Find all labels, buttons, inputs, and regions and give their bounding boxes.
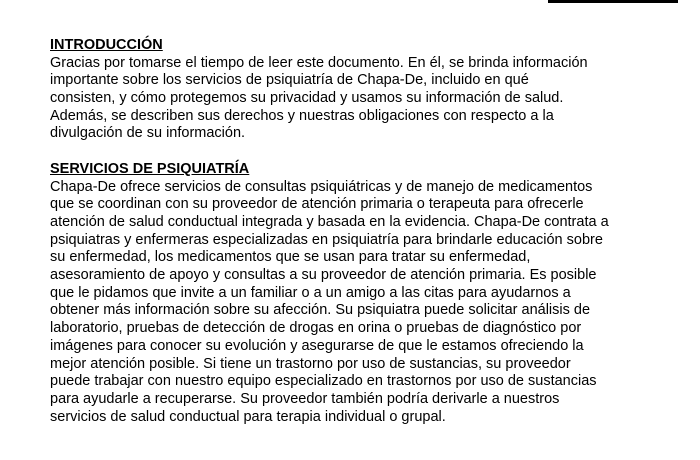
paragraph-line: mejor atención posible. Si tiene un trastorno por uso de sustancias, su proveedor bbox=[50, 355, 571, 372]
section-heading: INTRODUCCIÓN bbox=[50, 37, 163, 53]
paragraph-line: consisten, y cómo protegemos su privacidad y usamos su información de salud. bbox=[50, 89, 564, 106]
paragraph-line: que se coordinan con su proveedor de atención primaria o terapeuta para ofrecerle bbox=[50, 196, 584, 213]
section-servicios-de-psiquiatria bbox=[50, 161, 690, 426]
paragraph-line: servicios de salud conductual para terapia individual o grupal. bbox=[50, 408, 446, 425]
paragraph-line: psiquiatras y enfermeras especializadas en psiquiatría para brindarle educación sobre bbox=[50, 231, 603, 248]
paragraph-line: que le pidamos que invite a un familiar o a un amigo a las citas para ayudarnos a bbox=[50, 284, 571, 301]
section-heading: SERVICIOS DE PSIQUIATRÍA bbox=[50, 161, 250, 178]
paragraph-line: laboratorio, pruebas de detección de drogas en orina o pruebas de diagnóstico por bbox=[50, 320, 582, 337]
section-paragraph bbox=[50, 179, 690, 427]
section-paragraph bbox=[50, 55, 690, 144]
paragraph-line: Además, se describen sus derechos y nuestras obligaciones con respecto a la bbox=[50, 107, 554, 124]
paragraph-line: para ayudarle a recuperarse. Su proveedor también podría derivarle a nuestros bbox=[50, 390, 560, 407]
section-introduccion bbox=[50, 37, 690, 143]
paragraph-line: su enfermedad, los medicamentos que se usan para tratar su enfermedad, bbox=[50, 249, 531, 266]
paragraph-line: imágenes para conocer su evolución y asegurarse de que le estamos ofreciendo la bbox=[50, 337, 584, 354]
document-page bbox=[50, 37, 690, 426]
paragraph-line: asesoramiento de apoyo y consultas a su proveedor de atención primaria. Es posible bbox=[50, 267, 597, 284]
paragraph-line: divulgación de su información. bbox=[50, 125, 246, 142]
paragraph-line: importante sobre los servicios de psiquiatría de Chapa-De, incluido en qué bbox=[50, 72, 529, 89]
paragraph-line: Chapa-De ofrece servicios de consultas psiquiátricas y de manejo de medicamentos bbox=[50, 178, 593, 195]
paragraph-line: puede trabajar con nuestro equipo especializado en trastornos por uso de sustancias bbox=[50, 373, 597, 390]
page-top-edge-mark bbox=[548, 0, 678, 3]
paragraph-line: Gracias por tomarse el tiempo de leer este documento. En él, se brinda información bbox=[50, 54, 588, 71]
paragraph-line: obtener más información sobre su afección. Su psiquiatra puede solicitar análisis de bbox=[50, 302, 591, 319]
paragraph-line: atención de salud conductual integrada y basada en la evidencia. Chapa-De contrata a bbox=[50, 213, 609, 230]
